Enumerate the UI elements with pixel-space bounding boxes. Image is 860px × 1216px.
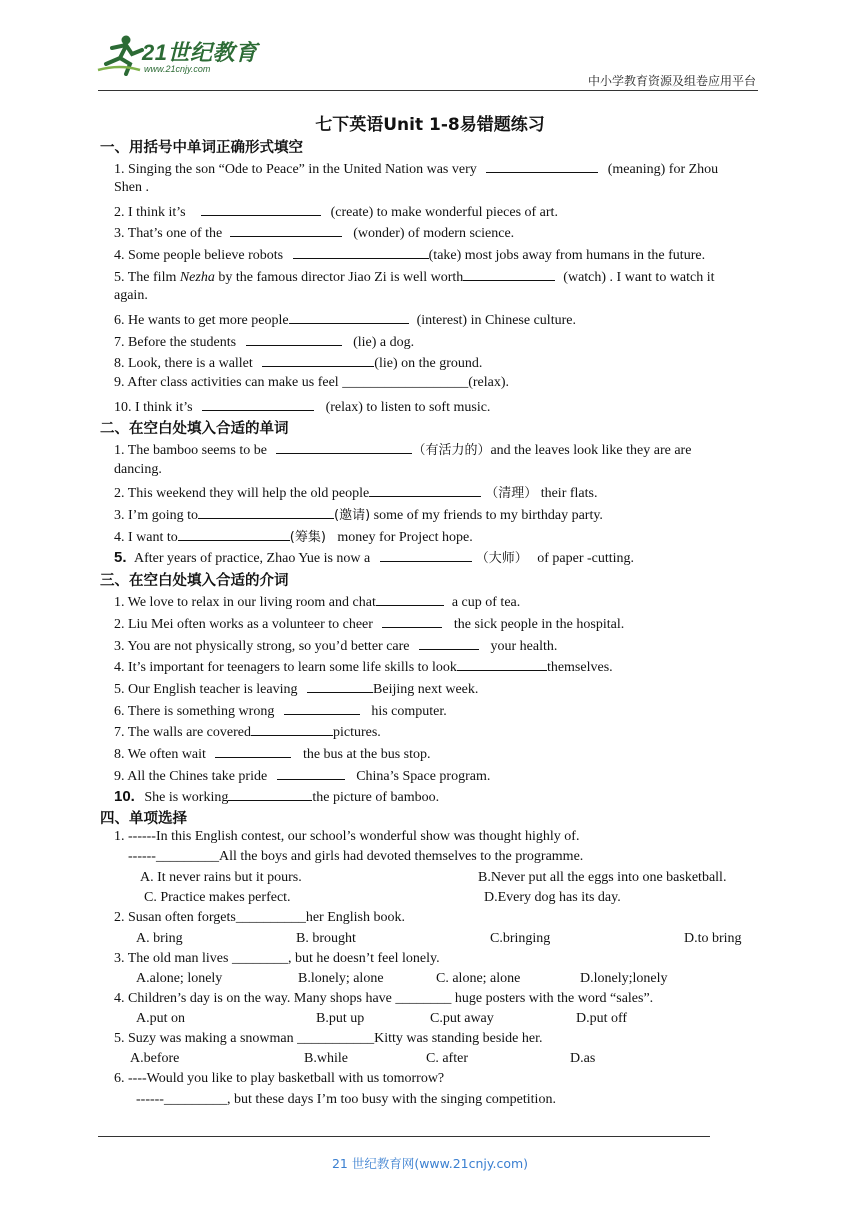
s1-q6-text: 6. He wants to get more people [114, 313, 289, 328]
footer-divider [98, 1136, 710, 1137]
s1-q1-text: 1. Singing the son “Ode to Peace” in the United Nation was very [114, 162, 477, 177]
s1-q4-hint: (take) most jobs away from humans in the future. [428, 248, 706, 263]
answer-blank[interactable] [293, 244, 429, 259]
s1-q7-text: 7. Before the students [114, 335, 237, 350]
s1-q10-text: 10. I think it’s [114, 400, 193, 415]
s2-q3-hint: (邀请) [334, 508, 371, 523]
s1-q5-hint: (watch) . I want to watch it [563, 270, 715, 285]
answer-blank[interactable] [419, 635, 479, 650]
s2-question-3 [114, 504, 603, 525]
s3-question-6 [114, 700, 447, 721]
s2-q3-text: 3. I’m going to [114, 508, 198, 523]
s3-q10-number: 10. [114, 788, 135, 805]
page-title: 七下英语Unit 1-8易错题练习 [315, 115, 545, 135]
s4-q2-option-c[interactable]: C.bringing [490, 931, 551, 946]
answer-blank[interactable] [284, 700, 360, 715]
s3-q8-text: 8. We often wait [114, 747, 206, 762]
s1-question-2 [114, 201, 558, 222]
s3-q10-text: She is working [144, 790, 229, 805]
s2-q5-text-2: of paper -cutting. [537, 551, 635, 566]
s1-question-1 [114, 158, 718, 179]
s1-q1-cont: Shen . [114, 180, 149, 195]
answer-blank[interactable] [251, 721, 333, 736]
s3-question-8 [114, 743, 430, 764]
s2-question-5 [114, 547, 634, 568]
section-4-heading: 四、单项选择 [100, 811, 187, 827]
s3-q1-text-2: a cup of tea. [451, 595, 521, 610]
s3-q6-text-2: his computer. [371, 704, 447, 719]
s3-q9-text: 9. All the Chines take pride [114, 769, 268, 784]
s4-q3-option-c[interactable]: C. alone; alone [436, 971, 521, 986]
s1-question-8 [114, 352, 482, 373]
answer-blank[interactable] [382, 613, 442, 628]
s4-q2-option-b[interactable]: B. brought [296, 931, 356, 946]
logo-text: 21世纪教育 [142, 40, 258, 65]
s4-q5-option-d[interactable]: D.as [570, 1051, 596, 1066]
answer-blank[interactable] [230, 222, 342, 237]
s1-q10-hint: (relax) to listen to soft music. [325, 400, 491, 415]
s1-q7-hint: (lie) a dog. [353, 335, 415, 350]
answer-blank[interactable] [198, 504, 334, 519]
s2-question-2 [114, 482, 597, 503]
s3-q7-text: 7. The walls are covered [114, 725, 251, 740]
answer-blank[interactable] [457, 656, 547, 671]
s4-q4-option-b[interactable]: B.put up [316, 1011, 365, 1026]
s1-question-6 [114, 309, 576, 330]
s2-q3-text-2: some of my friends to my birthday party. [373, 508, 603, 523]
s3-q2-text: 2. Liu Mei often works as a volunteer to cheer [114, 617, 373, 632]
s1-q5-cont: again. [114, 288, 148, 303]
s3-q3-text-2: your health. [490, 639, 558, 654]
s2-q4-text: 4. I want to [114, 530, 178, 545]
s1-q3-text: 3. That’s one of the [114, 226, 223, 241]
s4-q3-option-d[interactable]: D.lonely;lonely [580, 971, 668, 986]
s4-question-1: 1. ------In this English contest, our school’s wonderful show was thought highly of. [114, 829, 580, 844]
section-1-heading: 一、用括号中单词正确形式填空 [100, 140, 303, 156]
s2-q1-text-2: and the leaves look like they are are [490, 443, 692, 458]
film-title: Nezha [179, 270, 215, 285]
s4-question-2: 2. Susan often forgets__________her English book. [114, 910, 405, 925]
s4-q1-reply: ------_________All the boys and girls had devoted themselves to the programme. [128, 849, 584, 864]
answer-blank[interactable] [463, 266, 555, 281]
s4-q1-option-a[interactable]: A. It never rains but it pours. [140, 870, 302, 885]
s1-q2-hint: (create) to make wonderful pieces of art. [330, 205, 558, 220]
s4-q2-option-a[interactable]: A. bring [136, 931, 183, 946]
s2-q1-cont: dancing. [114, 462, 162, 477]
s2-q5-text: After years of practice, Zhao Yue is now a [134, 551, 371, 566]
s3-q5-text: 5. Our English teacher is leaving [114, 682, 298, 697]
answer-blank[interactable] [486, 158, 598, 173]
answer-blank[interactable] [307, 678, 373, 693]
s1-question-5 [114, 266, 715, 287]
s2-q4-hint: (筹集) [289, 530, 326, 545]
s3-q8-text-2: the bus at the bus stop. [302, 747, 431, 762]
section-2-heading: 二、在空白处填入合适的单词 [100, 421, 289, 437]
s1-question-3 [114, 222, 514, 243]
s4-q5-option-a[interactable]: A.before [130, 1051, 180, 1066]
s4-q1-option-b[interactable]: B.Never put all the eggs into one basketball. [478, 870, 727, 885]
s4-q6-reply: ------_________, but these days I’m too busy with the singing competition. [136, 1092, 556, 1107]
s3-q10-text-2: the picture of bamboo. [312, 790, 440, 805]
s4-q3-option-a[interactable]: A.alone; lonely [136, 971, 223, 986]
s1-q3-hint: (wonder) of modern science. [353, 226, 515, 241]
answer-blank[interactable] [376, 591, 444, 606]
s2-q5-hint: （大师） [475, 551, 528, 566]
s3-question-2 [114, 613, 624, 634]
s3-question-5 [114, 678, 478, 699]
s4-q2-option-d[interactable]: D.to bring [684, 931, 742, 946]
s1-q5-text: 5. The film [114, 270, 177, 285]
s3-q4-text: 4. It’s important for teenagers to learn some life skills to look [114, 660, 457, 675]
s4-q3-option-b[interactable]: B.lonely; alone [298, 971, 384, 986]
s1-q6-hint: (interest) in Chinese culture. [416, 313, 576, 328]
s3-question-9 [114, 765, 490, 786]
s1-q5-text-2: by the famous director Jiao Zi is well worth [218, 270, 464, 285]
answer-blank[interactable] [277, 765, 345, 780]
s3-q1-text: 1. We love to relax in our living room and chat [114, 595, 376, 610]
s4-q4-option-c[interactable]: C.put away [430, 1011, 494, 1026]
s4-question-4: 4. Children’s day is on the way. Many shops have ________ huge posters with the word “sales”. [114, 991, 654, 1006]
section-3-heading: 三、在空白处填入合适的介词 [100, 573, 289, 589]
s1-q8-text: 8. Look, there is a wallet [114, 356, 253, 371]
s2-q5-number: 5. [114, 549, 127, 566]
s2-q2-hint: （清理） [485, 486, 538, 501]
answer-blank[interactable] [380, 547, 472, 562]
s3-q5-text-2: Beijing next week. [373, 682, 479, 697]
s2-q2-text: 2. This weekend they will help the old people [114, 486, 370, 501]
s1-q2-text: 2. I think it’s [114, 205, 186, 220]
s3-q9-text-2: China’s Space program. [356, 769, 491, 784]
s3-q3-text: 3. You are not physically strong, so you’d better care [114, 639, 410, 654]
answer-blank[interactable] [369, 482, 481, 497]
s2-q2-text-2: their flats. [540, 486, 598, 501]
s1-q4-text: 4. Some people believe robots [114, 248, 284, 263]
s4-q5-option-b[interactable]: B.while [304, 1051, 348, 1066]
answer-blank[interactable] [228, 786, 312, 801]
answer-blank[interactable] [276, 439, 412, 454]
platform-name: 中小学教育资源及组卷应用平台 [587, 74, 756, 88]
answer-blank[interactable] [201, 201, 321, 216]
s1-q1-hint: (meaning) for Zhou [607, 162, 719, 177]
s3-question-7 [114, 721, 381, 742]
s2-q1-hint: （有活力的） [412, 443, 491, 458]
answer-blank[interactable] [246, 331, 342, 346]
s1-question-10 [114, 396, 490, 417]
s1-q8-hint: (lie) on the ground. [374, 356, 483, 371]
s4-q1-option-d[interactable]: D.Every dog has its day. [484, 890, 621, 905]
answer-blank[interactable] [215, 743, 291, 758]
answer-blank[interactable] [289, 309, 409, 324]
s3-q6-text: 6. There is something wrong [114, 704, 275, 719]
s1-question-9: 9. After class activities can make us feel __________________(relax). [114, 375, 509, 390]
s3-q2-text-2: the sick people in the hospital. [453, 617, 625, 632]
s4-question-6: 6. ----Would you like to play basketball with us tomorrow? [114, 1071, 445, 1086]
header-divider [98, 90, 758, 91]
answer-blank[interactable] [178, 526, 290, 541]
s2-q1-text: 1. The bamboo seems to be [114, 443, 267, 458]
s4-q4-option-a[interactable]: A.put on [136, 1011, 185, 1026]
answer-blank[interactable] [262, 352, 374, 367]
s3-q7-text-2: pictures. [332, 725, 381, 740]
s2-q4-text-2: money for Project hope. [337, 530, 473, 545]
s4-question-3: 3. The old man lives ________, but he doesn’t feel lonely. [114, 951, 440, 966]
s4-question-5: 5. Suzy was making a snowman ___________Kitty was standing beside her. [114, 1031, 543, 1046]
footer-link[interactable]: 21 世纪教育网(www.21cnjy.com) [331, 1156, 529, 1171]
s4-q4-option-d[interactable]: D.put off [576, 1011, 628, 1026]
s2-question-4 [114, 526, 473, 547]
s1-question-7 [114, 331, 414, 352]
s4-q1-option-c[interactable]: C. Practice makes perfect. [144, 890, 291, 905]
s3-q4-text-2: themselves. [546, 660, 613, 675]
s3-question-1 [114, 591, 520, 612]
s4-q5-option-c[interactable]: C. after [426, 1051, 468, 1066]
s3-question-10 [114, 786, 439, 807]
s1-question-4 [114, 244, 705, 265]
answer-blank[interactable] [202, 396, 314, 411]
s3-question-3 [114, 635, 557, 656]
logo-url: www.21cnjy.com [144, 64, 211, 74]
s3-question-4 [114, 656, 613, 677]
s2-question-1 [114, 439, 691, 460]
